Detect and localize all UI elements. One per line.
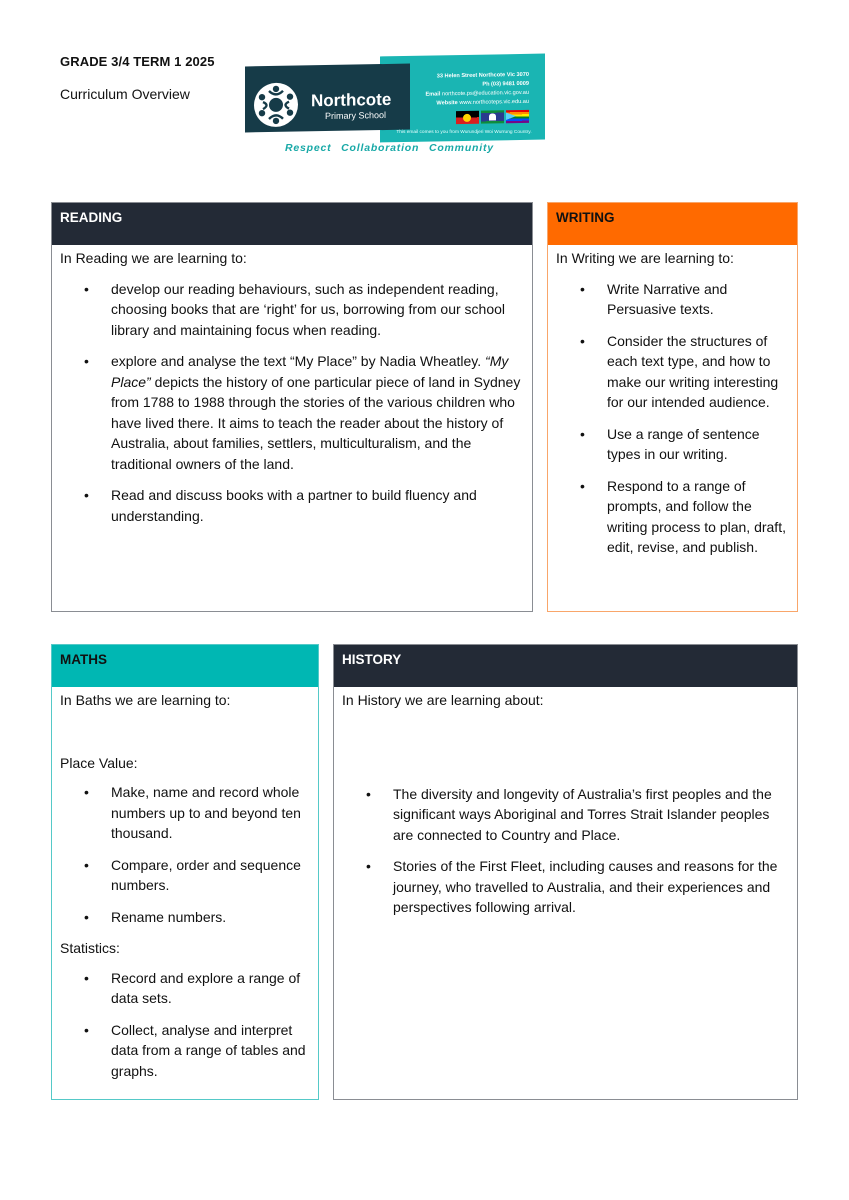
maths-body bbox=[52, 687, 318, 1095]
history-heading: HISTORY bbox=[334, 645, 797, 687]
list-item: • Stories of the First Fleet, including causes and reasons for the journey, who travelled to Australia, and their experiences and perspectives following arrival. bbox=[393, 856, 789, 918]
place-value-label: Place Value: bbox=[60, 754, 138, 771]
list-item: • Collect, analyse and interpret data from a range of tables and graphs. bbox=[111, 1020, 310, 1082]
list-item: • Write Narrative and Persuasive texts. bbox=[607, 279, 789, 320]
list-item: • Use a range of sentence types in our writing. bbox=[607, 424, 789, 465]
list-item: • Rename numbers. bbox=[111, 907, 310, 928]
spacer bbox=[60, 711, 310, 753]
history-list bbox=[342, 784, 789, 918]
list-item: • Consider the structures of each text type, and how to make our writing interesting for our intended audience. bbox=[607, 331, 789, 413]
list-item: • Read and discuss books with a partner to build fluency and understanding. bbox=[111, 485, 524, 526]
writing-panel bbox=[547, 202, 798, 612]
reading-body bbox=[52, 245, 532, 540]
writing-body bbox=[548, 245, 797, 572]
list-item: • Compare, order and sequence numbers. bbox=[111, 855, 310, 896]
logo-name-panel bbox=[245, 64, 410, 133]
school-phone: Ph (03) 9481 0009 bbox=[482, 80, 529, 88]
maths-intro: In Baths we are learning to: bbox=[60, 692, 231, 708]
place-value-list bbox=[60, 782, 310, 927]
list-item-text: depicts the history of one particular piece of land in Sydney from 1788 to 1988 through the stories of the various children who have lived there. It aims to teach the reader about the history of Australia, about families, settlers, multiculturalism, and the traditional owners of the land. bbox=[111, 373, 521, 472]
writing-heading: WRITING bbox=[548, 203, 797, 245]
document-subtitle: Curriculum Overview bbox=[60, 86, 190, 102]
list-item: • Make, name and record whole numbers up to and beyond ten thousand. bbox=[111, 782, 310, 844]
list-item-text: explore and analyse the text “My Place” by Nadia Wheatley. bbox=[111, 353, 486, 369]
school-emblem-icon bbox=[253, 81, 299, 128]
reading-panel bbox=[51, 202, 533, 612]
school-name: Northcote bbox=[311, 89, 392, 111]
website-label: Website bbox=[436, 100, 458, 107]
history-body bbox=[334, 687, 797, 932]
writing-list bbox=[556, 279, 789, 558]
book-title-italic: “My Place” bbox=[111, 353, 509, 390]
reading-heading: READING bbox=[52, 203, 532, 245]
email-label: Email bbox=[425, 91, 441, 98]
list-item: • Respond to a range of prompts, and follow the writing process to plan, draft, edit, revise, and publish. bbox=[607, 476, 789, 558]
reading-list bbox=[60, 279, 524, 527]
country-acknowledgement: This email comes to you from Wurundjeri Woi Wurrung Country. bbox=[396, 130, 532, 135]
list-item bbox=[111, 351, 524, 474]
torres-strait-islander-flag-icon bbox=[481, 110, 504, 123]
list-item: • develop our reading behaviours, such as independent reading, choosing books that are ‘right’ for us, borrowing from our school library and maintaining focus when reading. bbox=[111, 279, 524, 341]
progress-pride-flag-icon bbox=[506, 110, 529, 123]
school-type: Primary School bbox=[325, 109, 387, 122]
school-contact-info bbox=[425, 71, 529, 109]
school-values: Respect Collaboration Community bbox=[285, 142, 494, 154]
document-title: GRADE 3/4 TERM 1 2025 bbox=[60, 54, 215, 69]
history-intro: In History we are learning about: bbox=[342, 692, 544, 708]
maths-heading: MATHS bbox=[52, 645, 318, 687]
flags-row bbox=[456, 110, 529, 124]
school-logo-banner bbox=[245, 55, 547, 155]
reading-intro: In Reading we are learning to: bbox=[60, 250, 247, 266]
school-address: 33 Helen Street Northcote Vic 3070 bbox=[436, 71, 529, 80]
history-panel bbox=[333, 644, 798, 1100]
spacer bbox=[342, 711, 789, 774]
writing-intro: In Writing we are learning to: bbox=[556, 250, 734, 266]
school-website: www.northcoteps.vic.edu.au bbox=[459, 98, 529, 107]
aboriginal-flag-icon bbox=[456, 111, 479, 124]
maths-panel bbox=[51, 644, 319, 1100]
statistics-list bbox=[60, 968, 310, 1082]
list-item: • The diversity and longevity of Australia’s first peoples and the significant ways Aboriginal and Torres Strait Islander peoples are connected to Country and Place. bbox=[393, 784, 789, 846]
statistics-label: Statistics: bbox=[60, 940, 120, 956]
list-item: • Record and explore a range of data sets. bbox=[111, 968, 310, 1009]
school-email: northcote.ps@education.vic.gov.au bbox=[441, 89, 529, 98]
